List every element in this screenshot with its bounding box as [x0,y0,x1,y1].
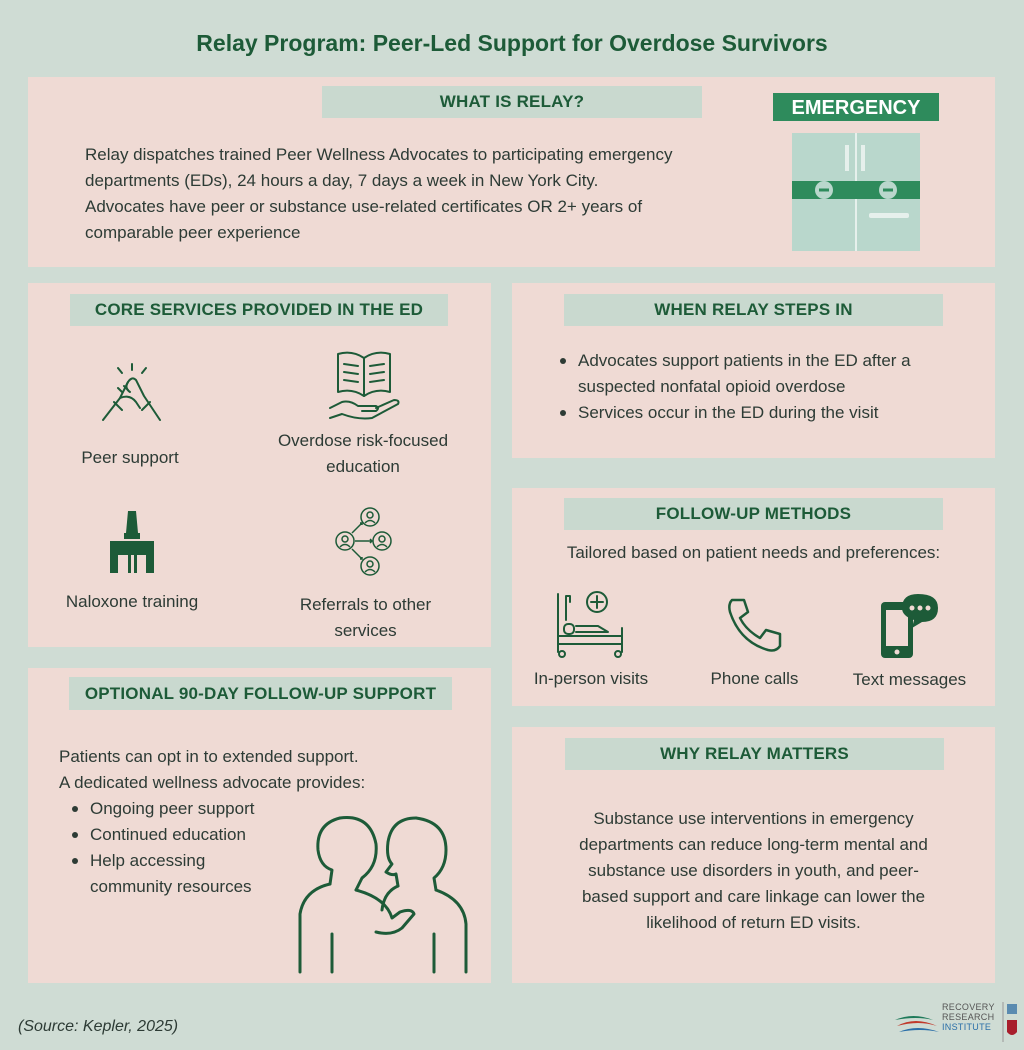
list-item [550,348,980,400]
core-item-label [258,428,468,480]
list-item [62,796,322,822]
handshake-icon [100,358,164,422]
logo-line: INSTITUTE [942,1022,992,1032]
core-item-line: Peer support [81,448,179,467]
why-line: Substance use interventions in emergency [593,809,914,828]
what-line: Relay dispatches trained Peer Wellness Advocates to participating emergency [85,145,673,164]
bullet-line: Help accessing [90,851,206,870]
book-in-hand-icon [328,348,402,422]
why-relay-panel [512,727,995,983]
follow-up-methods-header: FOLLOW-UP METHODS [564,498,943,530]
optional-list [62,796,322,900]
why-line: substance use disorders in youth, and peer- [588,861,919,880]
nasal-spray-icon [108,511,156,575]
phone-icon [726,596,784,654]
hospital-bed-icon [554,590,626,660]
source-citation: (Source: Kepler, 2025) [18,1018,179,1035]
what-is-relay-panel [28,77,995,267]
when-relay-list [550,348,980,426]
core-services-panel [28,283,491,647]
what-line: Advocates have peer or substance use-related certificates OR 2+ years of [85,197,643,216]
why-line: likelihood of return ED visits. [646,913,861,932]
method-label: In-person visits [533,669,649,688]
list-item [550,400,980,426]
why-relay-text [512,806,995,936]
what-is-relay-header: WHAT IS RELAY? [322,86,702,118]
bullet-line: Services occur in the ED during the visit [578,403,879,422]
what-line: departments (EDs), 24 hours a day, 7 days a week in New York City. [85,171,599,190]
core-item-label [50,589,214,615]
follow-up-methods-panel [512,488,995,706]
core-item-label [50,445,210,471]
two-people-support-icon [296,814,472,974]
what-line: comparable peer experience [85,223,301,242]
optional-intro [59,744,479,796]
list-item [62,848,322,900]
when-relay-header: WHEN RELAY STEPS IN [564,294,943,326]
core-item-line: services [334,621,397,640]
core-item-line: Overdose risk-focused [277,431,449,450]
list-item [62,822,322,848]
emergency-sign-text: EMERGENCY [791,97,921,119]
core-item-line: education [326,457,400,476]
bullet-line: community resources [90,877,252,896]
bullet-line: Ongoing peer support [90,799,255,818]
when-relay-panel [512,283,995,458]
core-item-line: Referrals to other [299,595,432,614]
why-relay-header: WHY RELAY MATTERS [565,738,944,770]
optional-intro-line: A dedicated wellness advocate provides: [59,773,366,792]
mobile-chat-icon [878,592,942,660]
core-services-header: CORE SERVICES PROVIDED IN THE ED [70,294,448,326]
optional-intro-line: Patients can opt in to extended support. [59,747,359,766]
logo-line: RESEARCH [942,1012,995,1022]
follow-up-intro: Tailored based on patient needs and preferences: [566,543,941,562]
bullet-line: Continued education [90,825,246,844]
bullet-line: suspected nonfatal opioid overdose [578,377,846,396]
core-item-label [278,592,453,644]
method-label: Text messages [852,670,967,689]
bullet-line: Advocates support patients in the ED after a [578,351,911,370]
logo-text [942,1002,995,1032]
core-item-line: Naloxone training [65,592,199,611]
emergency-door-icon [773,93,943,253]
logo-line: RECOVERY [942,1002,995,1012]
optional-followup-header: OPTIONAL 90-DAY FOLLOW-UP SUPPORT [69,677,452,710]
network-people-icon [334,505,394,577]
optional-followup-panel [28,668,491,983]
page-title: Relay Program: Peer-Led Support for Overdose Survivors [196,30,828,56]
method-label: Phone calls [710,669,799,688]
what-is-relay-text [85,142,765,246]
why-line: based support and care linkage can lower the [581,887,926,906]
why-line: departments can reduce long-term mental and [579,835,928,854]
